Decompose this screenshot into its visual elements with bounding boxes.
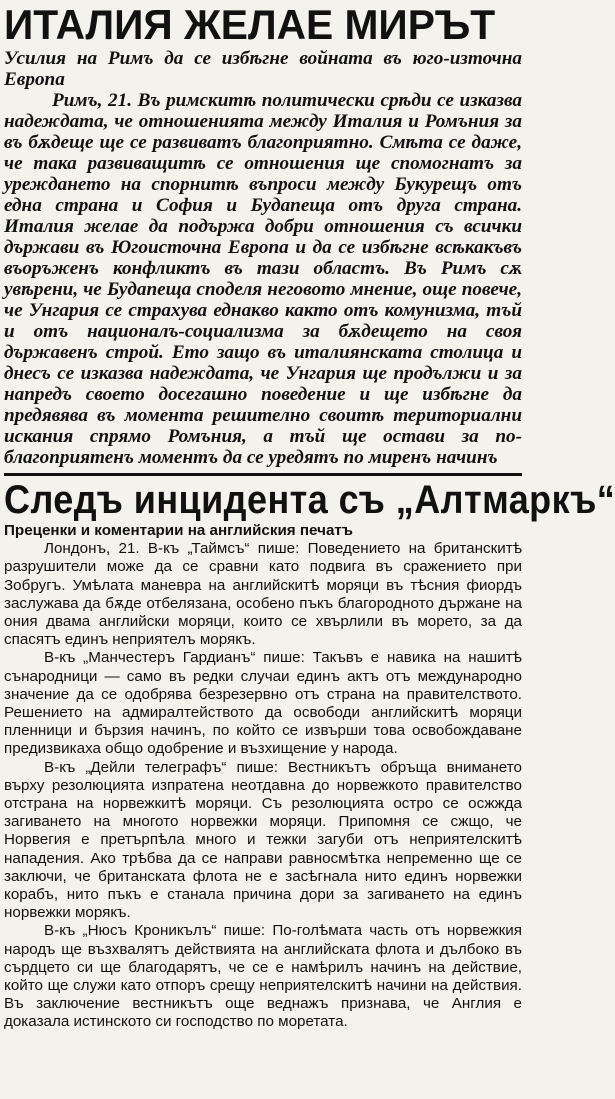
article-altmark-paragraph: В-къ „Нюсъ Кроникълъ“ пише: По-голѣмата часть отъ норвежкия народъ ще възхвалятъ действията на английската флота и дълбоко въ сърдцето си ще благодарятъ, че се е намѣрилъ начинъ на действие, който ще служи като отпоръ срещу неприятелскитѣ начини на действия. Въ заключение вестникътъ още веднажъ признава, че Англия е доказала истинското си господство по моретата.: [4, 922, 522, 1031]
article-italy-headline: ИТАЛИЯ ЖЕЛАЕ МИРЪТ: [4, 1, 496, 48]
article-altmark-headline: Следъ инцидента съ „Алтмаркъ“: [4, 478, 615, 522]
article-italy-body: Римъ, 21. Въ римскитѣ политически срѣди се изказва надеждата, че отношенията между Италия и Ромъния за въ бѫдеще ще се развиватъ благоприятно. Смѣта се даже, че така развиващитѣ се отношения ще спомогнатъ за уреждането на спорнитѣ въпроси между Букурещъ отъ една страна и София и Будапеща отъ друга страна. Италия желае да подържа добри отношения съ всички държави въ Югоисточна Европа и да се избѣгне всѣкакъвъ въоръженъ конфликтъ въ тази областъ. Въ Римъ сѫ увѣрени, че Будапеща споделя неговото мнение, още повече, че Унгария се страхува еднакво както отъ комунизма, тъй и отъ националъ-социализма за бѫдещето на своя държавенъ строй. Ето защо въ италиянската столица и днесъ се изказва надеждата, че Унгария ще продължи и за напредъ своето досегашно поведение и ще избѣгне да предявява въ момента решително своитѣ териториални искания спрямо Ромъния, а тъй ще остави за по-благоприятенъ моментъ да се уредятъ по миренъ начинъ: [4, 90, 522, 468]
article-altmark-paragraph: Лондонъ, 21. В-къ „Таймсъ“ пише: Поведението на британскитѣ разрушители може да се сравни като подвига въ сражението при Зобругъ. Умѣлата маневра на английскитѣ моряци въ тѣсния фиордъ заслужава да бѫде отбелязана, особено пъкъ благородното държане на ония двама английски моряци, които се хвърлили въ морето, за да спасятъ единъ неприятелъ морякъ.: [4, 540, 522, 649]
article-altmark-paragraph: В-къ „Манчестеръ Гардианъ“ пише: Такъвъ е навика на нашитѣ сънародници — само въ редки случаи единъ актъ отъ международно значение да се одобрява безрезервно отъ страна на правителството. Решението на адмиралтейството да освободи английскитѣ моряци пленници и бързия начинъ, по който се извърши това освобождаване предизвикаха общо одобрение и възхищение у народа.: [4, 649, 522, 758]
article-italy: [4, 0, 522, 468]
article-altmark: [4, 478, 615, 1032]
article-altmark-subheadline: Преценки и коментарии на английския печатъ: [4, 522, 353, 539]
article-italy-subheadline: Усилия на Римъ да се избѣгне войната въ юго-източна Европа: [4, 48, 522, 90]
section-divider: [4, 473, 522, 476]
article-altmark-paragraph: В-къ „Дейли телеграфъ“ пише: Вестникътъ обръща внимането върху резолюцията изпратена неотдавна до норвежкото правителство отстрана на норвежкитѣ моряци. Съ резолюцията остро се осжжда загиването на многото норвежки моряци. Припомня се сжщо, че Норвегия е претърпѣла много и тежки загуби отъ неприятелскитѣ нападения. Ако трѣбва да се направи равносмѣтка непременно ще се заключи, че британската флота не е засѣгнала нито единъ норвежки корабъ, нито пъкъ е станала причина дори за загиването на единъ норвежки морякъ.: [4, 758, 522, 922]
